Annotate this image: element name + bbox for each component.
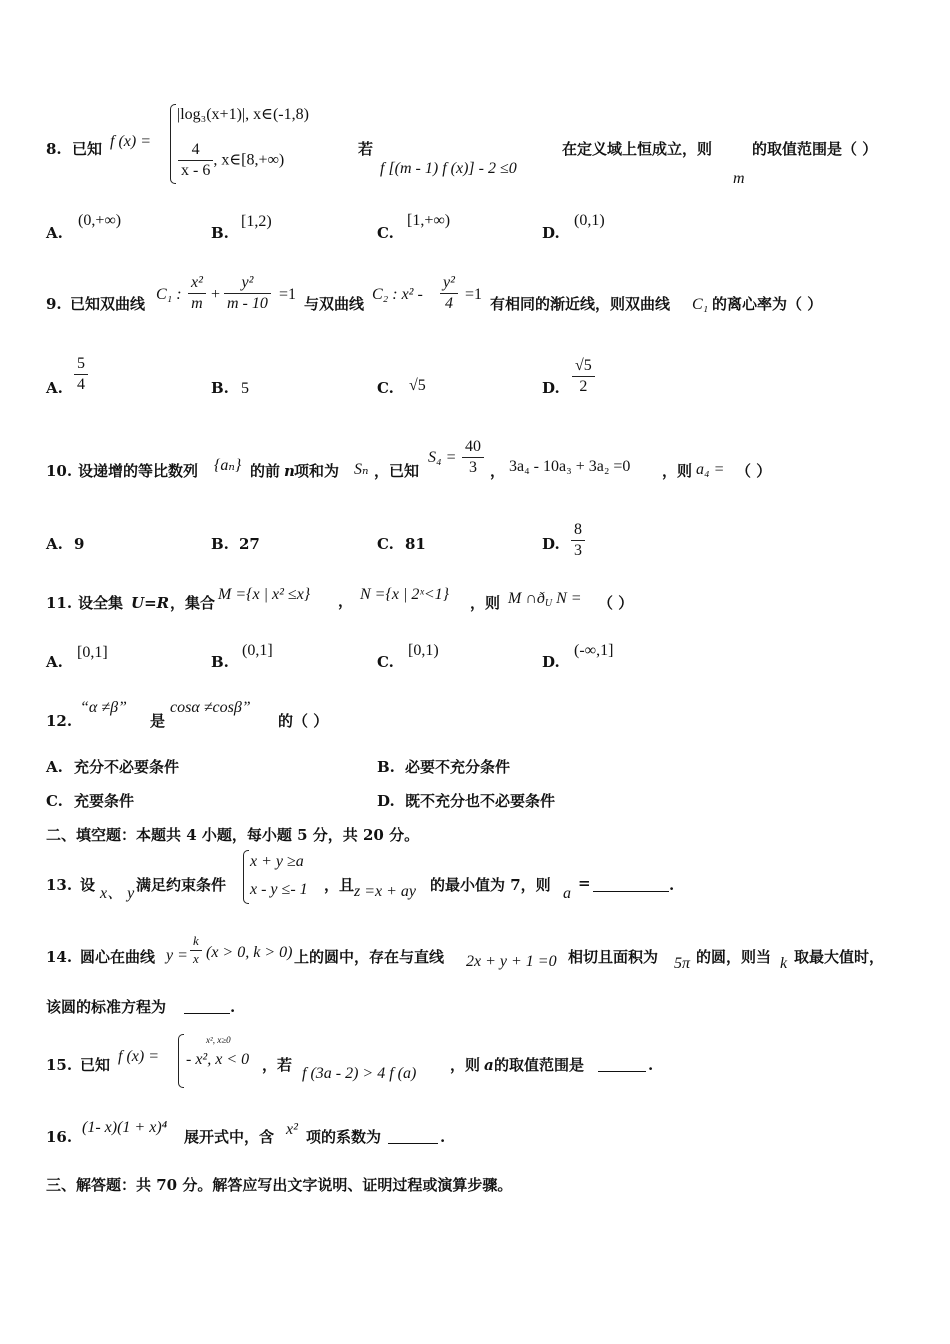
option-label: C.	[377, 224, 394, 242]
option-value: (0,+∞)	[78, 212, 122, 229]
period: .	[669, 876, 675, 894]
variable-n: n	[284, 462, 295, 480]
function-lhs: f (x) =	[118, 1048, 159, 1065]
question-number: 9.	[46, 295, 62, 313]
piecewise-brace	[178, 1034, 184, 1088]
option-value: (0,1)	[574, 212, 605, 229]
condition-p: “α ≠β”	[80, 699, 127, 716]
expr-n: N =	[556, 590, 582, 607]
option-label: B.	[377, 758, 395, 776]
equals-one: =1	[465, 286, 483, 303]
option-value: 充要条件	[74, 792, 135, 810]
question-text: 满足约束条件	[136, 876, 227, 894]
denominator: 2	[579, 378, 588, 396]
option-value: [1,2)	[241, 213, 272, 230]
sum-sn: Sₙ	[354, 461, 369, 478]
option-value: 充分不必要条件	[74, 758, 180, 776]
expr-sub: U	[544, 598, 553, 609]
question-text: 上的圆中，存在与直线	[294, 948, 445, 966]
piece-1: x², x≥0	[206, 1035, 231, 1045]
piece-1: |log₃(x+1)|, x∈(-1,8)	[177, 106, 309, 123]
question-text: 的圆，则当	[696, 948, 772, 966]
curve-c1: C₁ :	[156, 286, 182, 303]
option-label: C.	[377, 653, 394, 671]
question-text: 若	[358, 140, 374, 158]
curve-fraction	[190, 934, 202, 967]
question-text: 的离心率为（ ）	[712, 295, 823, 313]
option-value: (-∞,1]	[574, 642, 614, 659]
constraint-1: x + y ≥a	[250, 853, 304, 870]
set-expression	[508, 591, 582, 609]
question-text: 的最小值为 7，则	[430, 876, 551, 894]
option-label: D.	[377, 792, 395, 810]
inequality: f [(m - 1) f (x)] - 2 ≤0	[380, 160, 517, 177]
numerator: 40	[462, 438, 484, 458]
curve-lhs: y =	[166, 947, 188, 964]
curve-c2: C₂ : x² -	[372, 286, 423, 303]
denominator: 3	[469, 459, 477, 477]
question-text: 相切且面积为	[568, 948, 659, 966]
answer-blank	[593, 878, 669, 893]
question-text: 设递增的等比数列	[78, 462, 199, 480]
condition-q: cosα ≠cosβ”	[170, 699, 251, 716]
question-number: 13.	[46, 876, 73, 894]
set-m: M ={x | x² ≤x}	[218, 586, 311, 603]
constraint-2: x - y ≤- 1	[250, 881, 308, 898]
set-n: N ={x | 2ˣ<1}	[360, 586, 450, 603]
plus-sign: +	[211, 286, 221, 303]
question-text: 设	[80, 876, 96, 894]
variable-a: a	[484, 1056, 494, 1074]
piece-2: - x², x < 0	[186, 1051, 250, 1068]
answer-blank	[598, 1058, 646, 1073]
option-label: C.	[377, 379, 394, 397]
option-label: B.	[211, 653, 229, 671]
piecewise-brace	[170, 104, 176, 184]
option-label: D.	[542, 224, 560, 242]
piece-2-numerator: 4	[178, 141, 213, 161]
comma: ，	[338, 592, 354, 610]
option-label: D.	[542, 653, 560, 671]
option-value: [1,+∞)	[407, 212, 451, 229]
piece-2-domain: , x∈[8,+∞)	[213, 151, 285, 169]
option-label: A.	[46, 758, 63, 776]
variable-m: m	[733, 170, 745, 187]
curve-condition: (x > 0, k > 0)	[206, 944, 293, 961]
question-text: 设全集	[78, 594, 124, 612]
option-value: 5	[241, 380, 249, 397]
equals: =	[578, 874, 591, 892]
option-value	[571, 521, 585, 561]
tangent-line: 2x + y + 1 =0	[466, 953, 557, 970]
option-value: 9	[74, 535, 85, 553]
period: .	[648, 1056, 654, 1074]
objective: z =x + ay	[354, 883, 417, 900]
option-value: 27	[239, 535, 260, 553]
section-heading: 三、解答题：共 70 分。解答应写出文字说明、证明过程或演算步骤。	[46, 1176, 513, 1194]
option-label: B.	[211, 224, 229, 242]
question-text: ，则	[470, 594, 501, 612]
option-label: C.	[46, 792, 63, 810]
question-text: （ ）	[736, 462, 772, 480]
question-text: 取最大值时，	[794, 948, 885, 966]
question-text: 与双曲线	[304, 295, 365, 313]
question-text: ，则	[450, 1056, 481, 1074]
area-value: 5π	[674, 955, 691, 972]
question-text: （ ）	[598, 594, 634, 612]
comma: ，	[490, 462, 506, 480]
question-text: 有相同的渐近线，则双曲线	[490, 295, 671, 313]
question-text: ，且	[324, 876, 355, 894]
constraint-brace	[243, 850, 249, 904]
numerator: √5	[572, 357, 595, 377]
question-text: 在定义域上恒成立，则	[562, 140, 713, 158]
question-number: 15.	[46, 1056, 73, 1074]
question-text: 展开式中，含	[184, 1128, 275, 1146]
numerator: 5	[74, 355, 88, 375]
denominator: 4	[77, 376, 85, 394]
option-label: C.	[377, 535, 394, 553]
curve-c1: C₁	[692, 296, 709, 313]
question-text: 已知	[80, 1056, 111, 1074]
numerator: 8	[571, 521, 585, 541]
option-label: A.	[46, 653, 63, 671]
piece-2-denominator: x - 6	[181, 162, 211, 180]
question-text: 圆心在曲线	[80, 948, 156, 966]
inequality: f (3a - 2) > 4 f (a)	[302, 1065, 417, 1082]
equals-one: =1	[279, 286, 297, 303]
a4: a₄ =	[696, 461, 725, 478]
piece-2	[178, 141, 284, 181]
section-heading: 二、填空题：本题共 4 小题，每小题 5 分，共 20 分。	[46, 826, 420, 844]
option-value: 必要不充分条件	[405, 758, 511, 776]
question-text: 是	[150, 712, 166, 730]
question-number: 16.	[46, 1128, 73, 1146]
numerator: y²	[440, 274, 458, 294]
question-text: 的取值范围是	[494, 1056, 585, 1074]
answer-blank	[388, 1130, 438, 1145]
s4-lhs: S₄ =	[428, 449, 457, 466]
option-value: 既不充分也不必要条件	[405, 792, 556, 810]
function-lhs: f (x) =	[110, 133, 151, 150]
question-number: 8.	[46, 140, 62, 158]
question-text: 的（ ）	[278, 712, 329, 730]
numerator: x²	[188, 274, 206, 294]
question-text: 项和为	[294, 462, 340, 480]
equation: 3a₄ - 10a₃ + 3a₂ =0	[509, 458, 631, 475]
question-number: 11.	[46, 594, 73, 612]
question-number: 10.	[46, 462, 73, 480]
answer-blank	[184, 1000, 230, 1015]
option-value: √5	[409, 377, 426, 394]
denominator: 3	[574, 542, 582, 560]
question-text: 项的系数为	[306, 1128, 382, 1146]
variable-a: a	[563, 885, 571, 902]
question-number: 14.	[46, 948, 73, 966]
variable-k: k	[780, 955, 788, 972]
option-value	[74, 355, 88, 395]
option-value: [0,1)	[408, 642, 439, 659]
option-label: A.	[46, 535, 63, 553]
fraction-y2-4	[440, 274, 458, 314]
question-number: 12.	[46, 712, 73, 730]
question-text: 已知双曲线	[70, 295, 146, 313]
option-value: 81	[405, 535, 426, 553]
period: .	[230, 998, 236, 1016]
question-text: ，若	[262, 1056, 293, 1074]
denominator: 4	[444, 295, 453, 313]
option-label: B.	[211, 379, 229, 397]
term-x2: x²	[286, 1121, 298, 1138]
universal-set: U=R	[131, 594, 170, 612]
option-value	[572, 357, 595, 397]
expression: (1- x)(1 + x)⁴	[82, 1119, 168, 1136]
period: .	[440, 1128, 446, 1146]
option-value: (0,1]	[242, 642, 273, 659]
option-value: [0,1]	[77, 644, 108, 661]
denominator: m	[191, 295, 203, 313]
numerator: y²	[224, 274, 271, 294]
question-text: 已知	[72, 140, 103, 158]
option-label: A.	[46, 379, 63, 397]
denominator: x	[193, 950, 199, 966]
numerator: k	[190, 934, 202, 951]
fraction-y2-m10	[224, 274, 271, 314]
question-text: ，集合	[170, 594, 216, 612]
option-label: B.	[211, 535, 229, 553]
variables-xy: x、 y	[100, 885, 135, 902]
question-text: 的取值范围是（ ）	[752, 140, 878, 158]
denominator: m - 10	[227, 295, 268, 313]
s4-fraction	[462, 438, 484, 478]
question-text: 该圆的标准方程为	[46, 998, 167, 1016]
option-label: D.	[542, 535, 560, 553]
question-text: ，已知	[374, 462, 420, 480]
fraction-x2-m	[188, 274, 206, 314]
sequence: {aₙ}	[214, 457, 242, 474]
question-text: ，则	[662, 462, 693, 480]
question-text: 的前	[250, 462, 281, 480]
option-label: A.	[46, 224, 63, 242]
expr-main: M ∩ð	[508, 590, 545, 607]
option-label: D.	[542, 379, 560, 397]
